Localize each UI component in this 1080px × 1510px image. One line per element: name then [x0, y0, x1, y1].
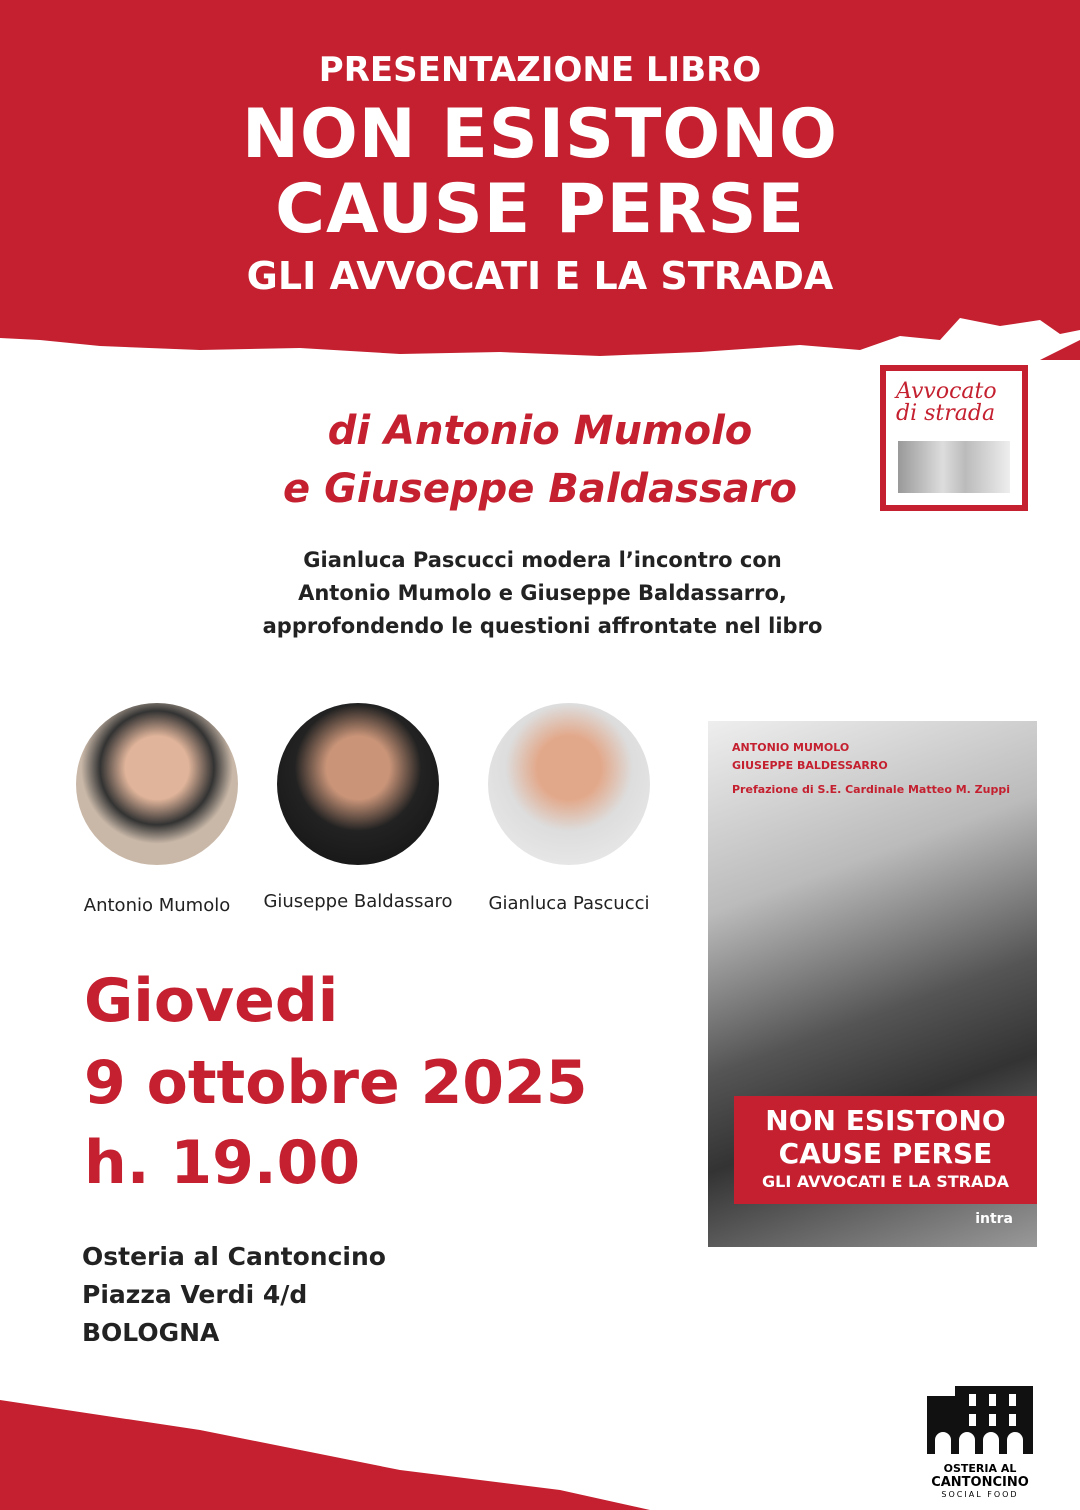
speaker — [258, 703, 458, 912]
venue-city: BOLOGNA — [82, 1318, 220, 1347]
logo-line: CANTONCINO — [931, 1475, 1029, 1490]
speaker — [57, 703, 257, 916]
event-time: h. 19.00 — [84, 1128, 361, 1198]
book-cover — [708, 721, 1037, 1247]
event-date: 9 ottobre 2025 — [84, 1048, 588, 1118]
speaker-name: Gianluca Pascucci — [488, 893, 650, 914]
avatar — [277, 703, 439, 865]
book-title: CAUSE PERSE — [778, 1137, 993, 1170]
venue — [82, 1238, 386, 1352]
book-author: ANTONIO MUMOLO — [732, 741, 850, 754]
book-publisher: intra — [975, 1211, 1013, 1227]
logo-line: OSTERIA AL — [943, 1462, 1017, 1475]
description-line: approfondendo le questioni affrontate nel libro — [262, 614, 823, 638]
authors-line-2: e Giuseppe Baldassaro — [283, 466, 797, 512]
title-line-2: CAUSE PERSE — [275, 170, 805, 249]
subtitle: GLI AVVOCATI E LA STRADA — [246, 254, 834, 298]
book-subtitle: GLI AVVOCATI E LA STRADA — [761, 1172, 1009, 1191]
book-title: NON ESISTONO — [765, 1104, 1006, 1137]
speaker — [469, 703, 669, 914]
speaker-name: Giuseppe Baldassaro — [263, 891, 453, 912]
book-author: GIUSEPPE BALDESSARRO — [732, 759, 888, 772]
description-line: Antonio Mumolo e Giuseppe Baldassarro, — [298, 581, 787, 605]
description-line: Gianluca Pascucci modera l’incontro con — [303, 548, 782, 572]
authors-line-1: di Antonio Mumolo — [327, 408, 753, 454]
building-icon — [925, 1382, 1035, 1454]
venue-address: Piazza Verdi 4/d — [82, 1280, 308, 1309]
title-line-1: NON ESISTONO — [242, 95, 838, 174]
avatar — [76, 703, 238, 865]
red-footer-brush — [0, 1390, 700, 1510]
book-preface: Prefazione di S.E. Cardinale Matteo M. Zuppi — [732, 783, 1010, 796]
logo-text: Avvocato di strada — [896, 379, 997, 426]
osteria-cantoncino-logo — [922, 1382, 1038, 1499]
speaker-name: Antonio Mumolo — [83, 895, 231, 916]
kicker: PRESENTAZIONE LIBRO — [318, 50, 762, 90]
logo-line: SOCIAL FOOD — [941, 1490, 1019, 1499]
avatar — [488, 703, 650, 865]
description — [0, 544, 1080, 643]
book-title-box — [734, 1096, 1037, 1204]
event-day: Giovedi — [84, 966, 339, 1036]
venue-name: Osteria al Cantoncino — [82, 1242, 386, 1271]
